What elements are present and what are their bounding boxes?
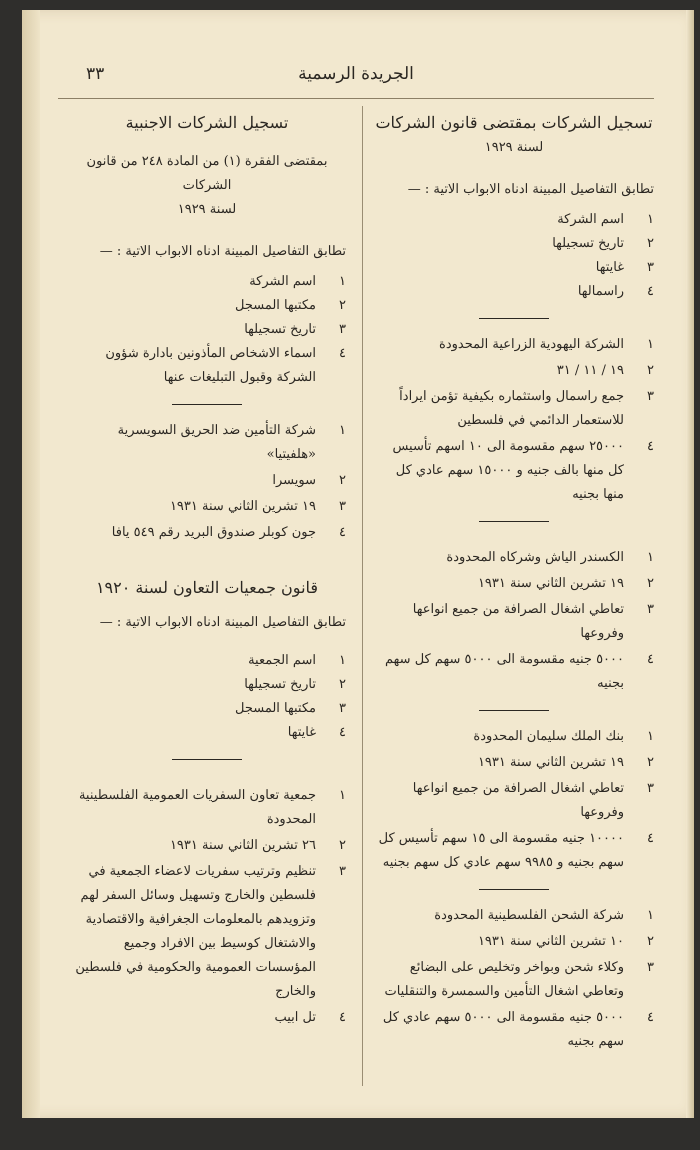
companies-law-year: لسنة ١٩٢٩ — [484, 140, 544, 155]
separator-line — [172, 404, 242, 405]
separator-line — [479, 889, 549, 890]
field-item: ٣ غايتها — [595, 260, 654, 275]
fields-intro: تطابق التفاصيل المبينة ادناه الابواب الاتية : — — [99, 615, 346, 630]
field-item: ٤ راسمالها — [577, 284, 654, 299]
companies-registration-title: تسجيل الشركات بمقتضى قانون الشركات — [375, 113, 653, 132]
gazette-page — [22, 10, 694, 1118]
cooperative-law-title: قانون جمعيات التعاون لسنة ١٩٢٠ — [95, 578, 319, 597]
column-divider — [362, 106, 363, 1086]
gazette-title: الجريدة الرسمية — [298, 64, 414, 84]
field-item: ٤ غايتها — [287, 725, 346, 740]
field-item: ٢ مكتبها المسجل — [235, 298, 346, 313]
foreign-company-entry: ١ شركة التأمين ضد الحريق السويسرية «هلفيتيا» ٢ سويسرا ٣ ١٩ تشرين الثاني سنة ١٩٣١ ٤ جون كوبلر صندوق البريد رقم ٥٤٩ يافا — [111, 423, 346, 540]
company-entry: ١ الكسندر الياش وشركاه المحدودة ٢ ١٩ تشرين الثاني سنة ١٩٣١ ٣ تعاطي اشغال الصرافة من جميع انواعها وفروعها ٤ ٥٠٠٠ جنيه مقسومة الى ٥٠٠٠ سهم كل سهم بجنيه — [385, 550, 654, 691]
fields-intro: تطابق التفاصيل المبينة ادناه الابواب الاتية : — — [99, 244, 346, 259]
company-entry: ١ بنك الملك سليمان المحدودة ٢ ١٩ تشرين الثاني سنة ١٩٣١ ٣ تعاطي اشغال الصرافة من جميع انواعها وفروعها ٤ ١٠٠٠٠ جنيه مقسومة الى ١٥ سهم تأسيس كل سهم بجنيه و ٩٩٨٥ سهم عادي كل سهم بجنيه — [378, 729, 654, 870]
right-column — [374, 110, 654, 1090]
field-item: ٢ تاريخ تسجيلها — [552, 236, 654, 251]
field-item: ٣ تاريخ تسجيلها — [244, 322, 346, 337]
field-item: ١ اسم الجمعية — [248, 653, 346, 668]
field-item: ٢ تاريخ تسجيلها — [244, 677, 346, 692]
separator-line — [479, 521, 549, 522]
cooperative-entry: ١ جمعية تعاون السفريات العمومية الفلسطينية المحدودة ٢ ٢٦ تشرين الثاني سنة ١٩٣١ ٣ تنظيم وترتيب سفريات لاعضاء الجمعية في فلسطين والخارج وتسهيل وسائل السفر لهم وتزويدهم بالمعلومات الجغرافية والاقتصادية والاشتغال كوسيط بين الافراد وجميع المؤسسات العمومية والحكومية في فلسطين والخارج ٤ تل ابيب — [75, 788, 346, 1025]
page-header — [58, 58, 654, 99]
field-item: ٤ اسماء الاشخاص المأذونين بادارة شؤون الشركة وقبول التبليغات عنها — [105, 346, 346, 385]
separator-line — [479, 710, 549, 711]
company-entry: ١ الشركة اليهودية الزراعية المحدودة ٢ ١٩ / ١١ / ٣١ ٣ جمع راسمال واستثماره بكيفية تؤمن ايراداً للاستعمار الدائمي في فلسطين ٤ ٢٥٠٠٠ سهم مقسومة الى ١٠ اسهم تأسيس كل منها بالف جنيه و ١٥٠٠٠ سهم عادي كل منها بجنيه — [392, 337, 654, 502]
page-edge — [686, 10, 694, 1118]
separator-line — [172, 759, 242, 760]
page-number: ٣٣ — [86, 64, 105, 84]
field-item: ١ اسم الشركة — [249, 274, 346, 289]
page-spine — [22, 10, 40, 1118]
fields-list — [68, 649, 346, 745]
left-column — [68, 110, 346, 1090]
fields-list — [68, 270, 346, 390]
field-item: ١ اسم الشركة — [557, 212, 654, 227]
company-entry: ١ شركة الشحن الفلسطينية المحدودة ٢ ١٠ تشرين الثاني سنة ١٩٣١ ٣ وكلاء شحن وبواخر وتخليص على البضائع وتعاطي اشغال التأمين والسمسرة والتنقليات ٤ ٥٠٠٠ جنيه مقسومة الى ٥٠٠٠ سهم عادي كل سهم بجنيه — [382, 908, 654, 1049]
foreign-companies-year: لسنة ١٩٢٩ — [177, 202, 237, 217]
foreign-companies-subtitle: بمقتضى الفقرة (١) من المادة ٢٤٨ من قانون الشركات — [86, 154, 328, 193]
foreign-companies-title: تسجيل الشركات الاجنبية — [125, 113, 289, 132]
field-item: ٣ مكتبها المسجل — [235, 701, 346, 716]
fields-intro: تطابق التفاصيل المبينة ادناه الابواب الاتية : — — [407, 182, 654, 197]
fields-list — [374, 208, 654, 304]
separator-line — [479, 318, 549, 319]
